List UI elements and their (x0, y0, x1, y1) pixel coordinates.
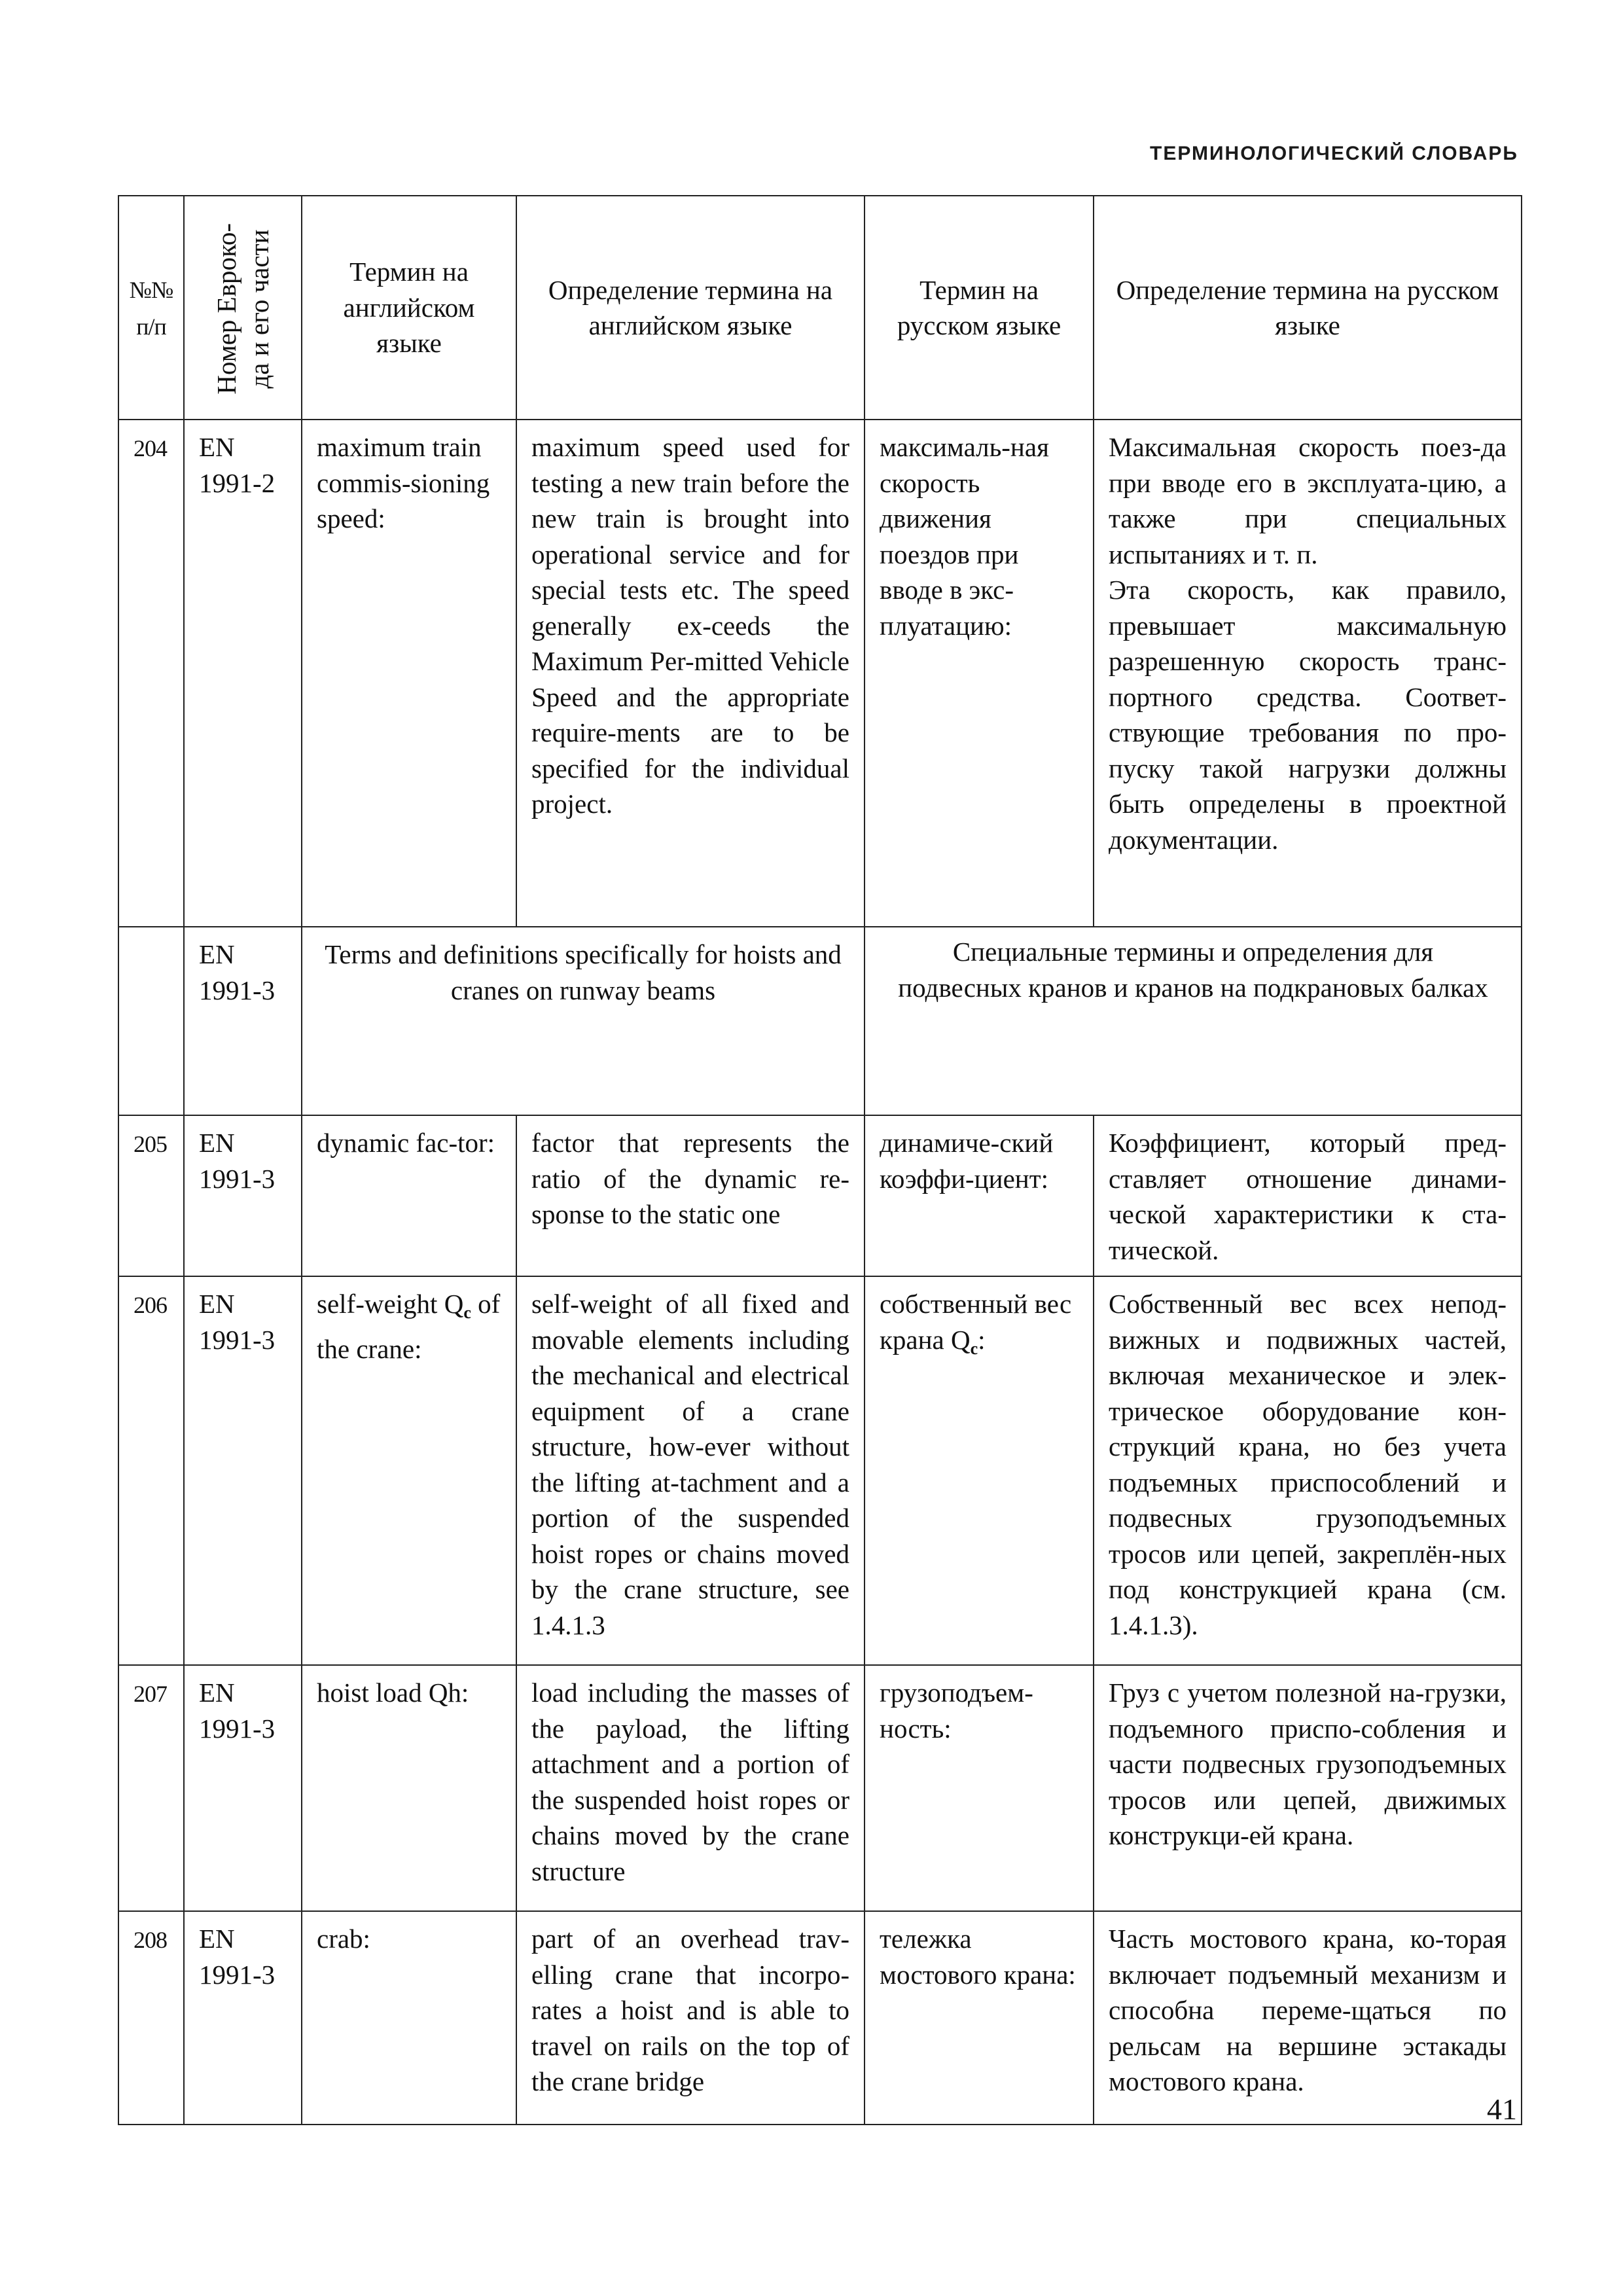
row-term-ru: грузоподъем-ность: (865, 1665, 1094, 1911)
section-row (118, 927, 1522, 1115)
row-def-ru-p1: Максимальная скорость поез-да при вводе его в эксплуата-цию, а также при специальных испытаниях и т. п. (1109, 432, 1507, 569)
header-num: №№ п/п (118, 196, 184, 420)
header-eurocode (184, 196, 302, 420)
row-def-ru-p2: Эта скорость, как правило, превышает максимальную разрешенную скорость транс-портного средства. Соответ-ствующие требования по про-пуску такой нагрузки должны быть определены в проектной документации. (1109, 575, 1507, 855)
table-row (118, 1665, 1522, 1911)
table-row (118, 1115, 1522, 1276)
row-def-en: self-weight of all fixed and movable elements including the mechanical and electrical equipment of a crane structure, how-ever without the lifting at-tachment and a portion of the suspended hoist ropes or chains moved by the crane structure, see 1.4.1.3 (516, 1276, 865, 1665)
page-number: 41 (1487, 2092, 1517, 2126)
row-term-ru: собственный вес крана $Q_c$: (865, 1276, 1094, 1665)
header-term-en: Термин на английском языке (302, 196, 516, 420)
header-def-en: Определение термина на английском языке (516, 196, 865, 420)
row-def-ru: Часть мостового крана, ко-торая включает подъемный механизм и способна переме-щаться по рельсам на вершине эстакады мостового крана. (1094, 1911, 1522, 2125)
section-num (118, 927, 184, 1115)
row-eurocode: EN 1991-3 (184, 1276, 302, 1665)
row-def-ru: Собственный вес всех непод-вижных и подвижных частей, включая механическое и элек-трическое оборудование кон-струкций крана, но без учета подъемных приспособлений и подвесных грузоподъемных тросов или цепей, закреплён-ных под конструкцией крана (см. 1.4.1.3). (1094, 1276, 1522, 1665)
row-term-en: dynamic fac-tor: (302, 1115, 516, 1276)
row-eurocode: EN 1991-3 (184, 1115, 302, 1276)
row-term-en: self-weight $Q_c$ of the crane: (302, 1276, 516, 1665)
section-eurocode: EN 1991-3 (184, 927, 302, 1115)
section-title-ru: Специальные термины и определения для подвесных кранов и кранов на подкрановых балках (865, 927, 1522, 1115)
glossary-table (118, 195, 1522, 2125)
row-term-ru: тележка мостового крана: (865, 1911, 1094, 2125)
running-head: ТЕРМИНОЛОГИЧЕСКИЙ СЛОВАРЬ (1150, 143, 1518, 164)
row-eurocode: EN 1991-2 (184, 420, 302, 927)
table-row (118, 1276, 1522, 1665)
header-eurocode-text: Номер Еврoко- да и его части (211, 223, 274, 395)
row-term-en: crab: (302, 1911, 516, 2125)
table-row (118, 1911, 1522, 2125)
header-row (118, 196, 1522, 420)
header-def-ru: Определение термина на русском языке (1094, 196, 1522, 420)
row-num: 204 (118, 420, 184, 927)
row-term-ru: динамиче-ский коэффи-циент: (865, 1115, 1094, 1276)
row-def-en: factor that represents the ratio of the dynamic re-sponse to the static one (516, 1115, 865, 1276)
row-term-ru: максималь-ная скорость движения поездов при вводе в экс-плуатацию: (865, 420, 1094, 927)
table-row (118, 420, 1522, 927)
row-eurocode: EN 1991-3 (184, 1911, 302, 2125)
row-def-en: part of an overhead trav-elling crane that incorpo-rates a hoist and is able to travel on rails on the top of the crane bridge (516, 1911, 865, 2125)
row-term-en: maximum train commis-sioning speed: (302, 420, 516, 927)
row-eurocode: EN 1991-3 (184, 1665, 302, 1911)
row-num: 208 (118, 1911, 184, 2125)
row-def-ru: Груз с учетом полезной на-грузки, подъемного приспо-собления и части подвесных грузоподъемных тросов или цепей, движимых конструкци-ей крана. (1094, 1665, 1522, 1911)
row-num: 205 (118, 1115, 184, 1276)
row-def-ru (1094, 420, 1522, 927)
row-num: 206 (118, 1276, 184, 1665)
row-def-en: load including the masses of the payload, the lifting attachment and a portion of the suspended hoist ropes or chains moved by the crane structure (516, 1665, 865, 1911)
row-def-ru: Коэффициент, который пред-ставляет отношение динами-ческой характеристики к ста-тической. (1094, 1115, 1522, 1276)
row-def-en: maximum speed used for testing a new train before the new train is brought into operational service and for special tests etc. The speed generally ex-ceeds the Maximum Per-mitted Vehicle Speed and the appropriate require-ments are to be specified for the individual project. (516, 420, 865, 927)
header-term-ru: Термин на русском языке (865, 196, 1094, 420)
section-title-en: Terms and definitions specifically for hoists and cranes on runway beams (302, 927, 865, 1115)
row-num: 207 (118, 1665, 184, 1911)
row-term-en: hoist load Qh: (302, 1665, 516, 1911)
